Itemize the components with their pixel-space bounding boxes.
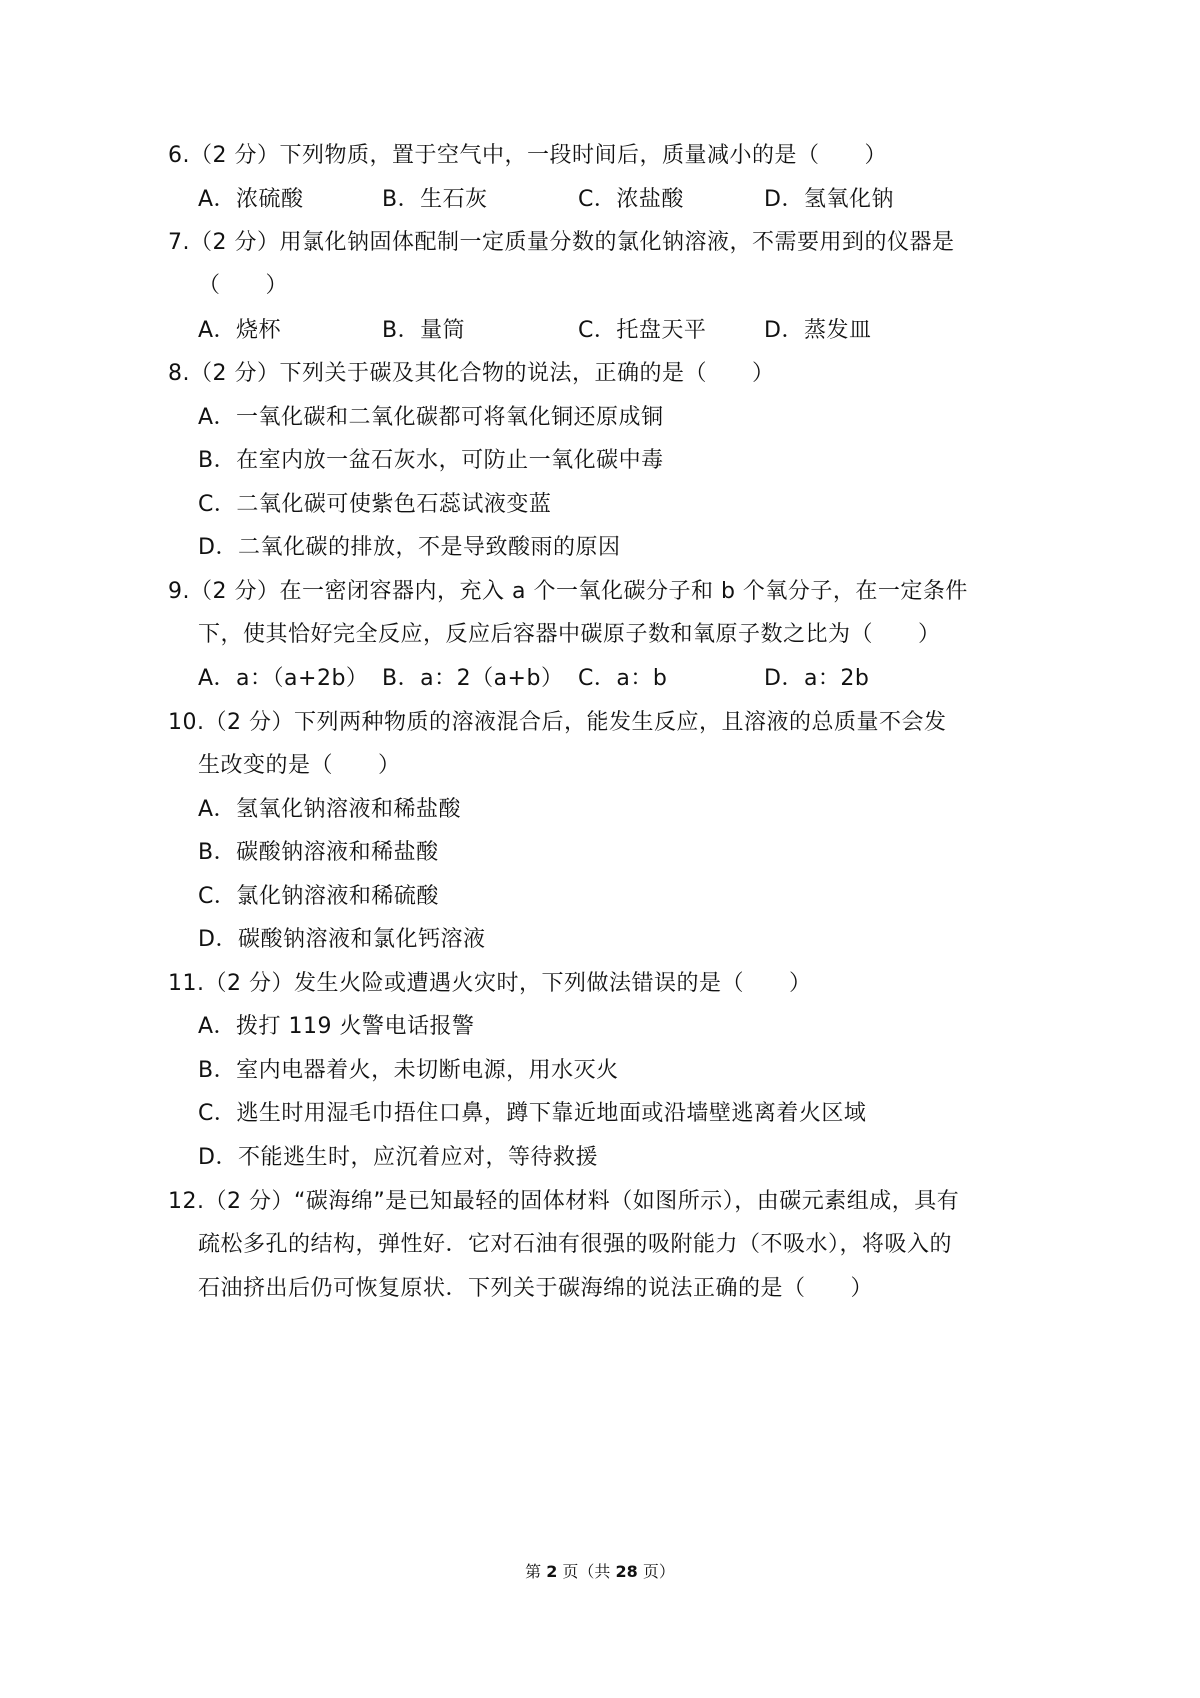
q7-option-c: C．托盘天平: [578, 318, 707, 343]
page-footer: [0, 1560, 1200, 1584]
q10-stem-line1: 10.（2 分）下列两种物质的溶液混合后，能发生反应，且溶液的总质量不会发: [168, 710, 947, 735]
q11-option-b: B．室内电器着火，未切断电源，用水灭火: [198, 1058, 619, 1083]
q11-option-c: C．逃生时用湿毛巾捂住口鼻，蹲下靠近地面或沿墙壁逃离着火区域: [198, 1101, 867, 1126]
q9-option-b: B．a：2（a+b）: [382, 666, 564, 691]
q8-option-c: C．二氧化碳可使紫色石蕊试液变蓝: [198, 492, 552, 517]
q10-option-b: B．碳酸钠溶液和稀盐酸: [198, 840, 439, 865]
q9-stem-line1: 9.（2 分）在一密闭容器内，充入 a 个一氧化碳分子和 b 个氧分子，在一定条件: [168, 579, 968, 604]
footer-page-number: 2: [546, 1562, 558, 1581]
footer-suffix: 页）: [642, 1562, 675, 1581]
q8-option-b: B．在室内放一盆石灰水，可防止一氧化碳中毒: [198, 448, 664, 473]
q11-option-d: D．不能逃生时，应沉着应对，等待救援: [198, 1145, 598, 1170]
footer-total-pages: 28: [615, 1562, 638, 1581]
footer-middle: 页（共: [562, 1562, 611, 1581]
q7-option-d: D．蒸发皿: [764, 318, 872, 343]
q7-option-b: B．量筒: [382, 318, 466, 343]
q6-option-d: D．氢氧化钠: [764, 187, 894, 212]
q10-option-c: C．氯化钠溶液和稀硫酸: [198, 884, 439, 909]
q11-stem: 11.（2 分）发生火险或遭遇火灾时，下列做法错误的是（ ）: [168, 971, 812, 996]
q10-option-d: D．碳酸钠溶液和氯化钙溶液: [198, 927, 486, 952]
q7-stem-line2: （ ）: [198, 273, 289, 298]
q11-option-a: A．拨打 119 火警电话报警: [198, 1014, 475, 1039]
q8-option-a: A．一氧化碳和二氧化碳都可将氧化铜还原成铜: [198, 405, 664, 430]
q9-option-d: D．a：2b: [764, 666, 870, 691]
q10-option-a: A．氢氧化钠溶液和稀盐酸: [198, 797, 462, 822]
q6-stem: 6.（2 分）下列物质，置于空气中，一段时间后，质量减小的是（ ）: [168, 143, 887, 168]
q8-stem: 8.（2 分）下列关于碳及其化合物的说法，正确的是（ ）: [168, 361, 775, 386]
q9-option-c: C．a：b: [578, 666, 668, 691]
q6-option-b: B．生石灰: [382, 187, 488, 212]
q7-stem-line1: 7.（2 分）用氯化钠固体配制一定质量分数的氯化钠溶液，不需要用到的仪器是: [168, 230, 955, 255]
q6-option-a: A．浓硫酸: [198, 187, 304, 212]
q7-option-a: A．烧杯: [198, 318, 282, 343]
q12-stem-line3: 石油挤出后仍可恢复原状．下列关于碳海绵的说法正确的是（ ）: [198, 1276, 874, 1301]
q8-option-d: D．二氧化碳的排放，不是导致酸雨的原因: [198, 535, 621, 560]
q9-stem-line2: 下，使其恰好完全反应，反应后容器中碳原子数和氧原子数之比为（ ）: [198, 622, 941, 647]
q9-option-a: A．a：（a+2b）: [198, 666, 369, 691]
footer-prefix: 第: [525, 1562, 542, 1581]
q12-stem-line2: 疏松多孔的结构，弹性好．它对石油有很强的吸附能力（不吸水），将吸入的: [198, 1232, 953, 1257]
q10-stem-line2: 生改变的是（ ）: [198, 753, 401, 778]
q12-stem-line1: 12.（2 分）“碳海绵”是已知最轻的固体材料（如图所示），由碳元素组成，具有: [168, 1189, 960, 1214]
q6-option-c: C．浓盐酸: [578, 187, 684, 212]
